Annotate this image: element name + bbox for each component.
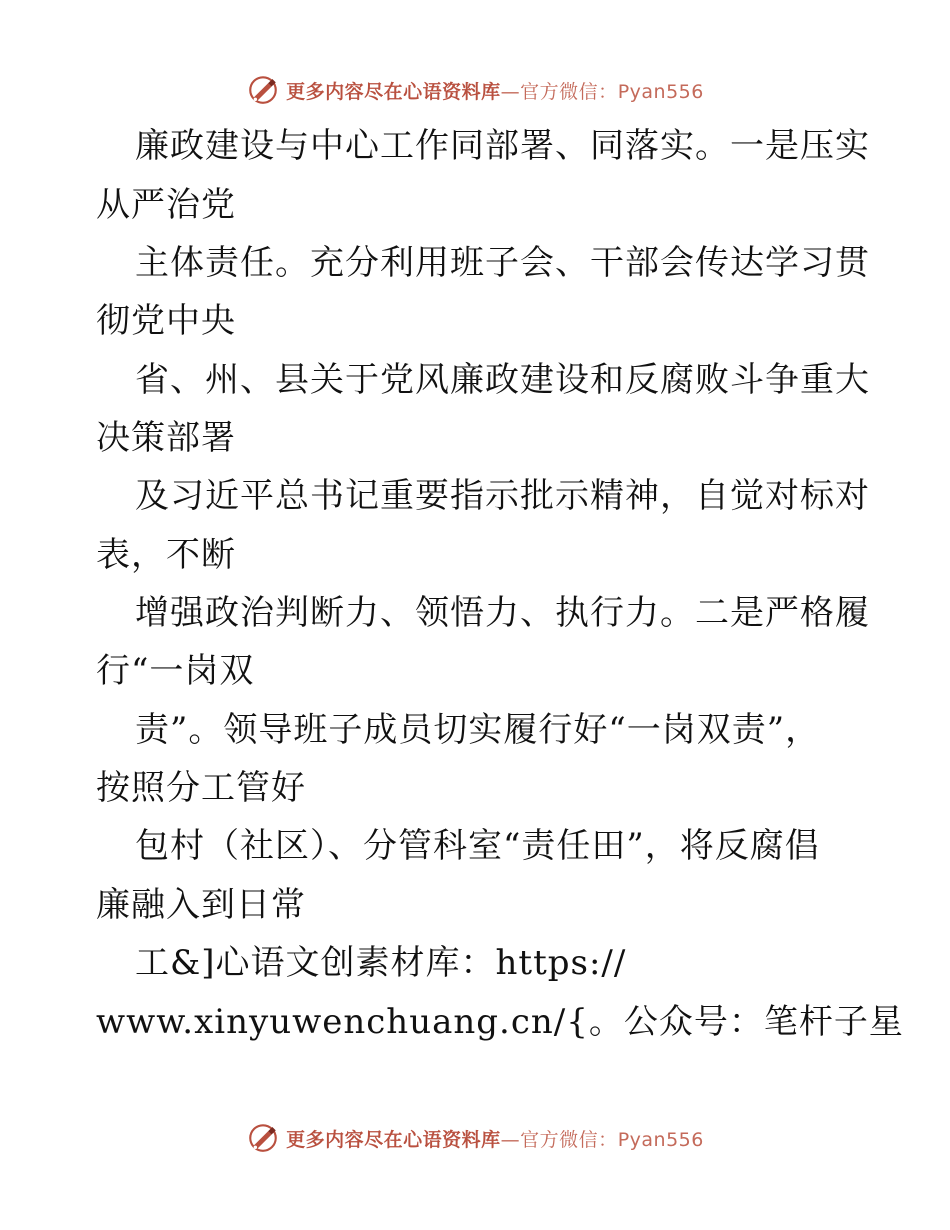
body-line: 包村（社区）、分管科室“责任田”，将反腐倡 xyxy=(135,826,820,866)
banner-main-text: 更多内容尽在心语资料库 xyxy=(286,1128,501,1151)
body-line: 廉融入到日常 xyxy=(96,885,306,925)
banner-separator: — xyxy=(500,80,521,103)
body-line: 工&]心语文创素材库：https:// xyxy=(135,943,627,983)
body-line: 廉政建设与中心工作同部署、同落实。一是压实 xyxy=(135,126,870,166)
body-line: 及习近平总书记重要指示批示精神，自觉对标对 xyxy=(135,476,870,516)
banner-wechat-id: Pyan556 xyxy=(617,1128,704,1151)
pen-logo-icon xyxy=(246,1121,280,1155)
body-line: 责”。领导班子成员切实履行好“一岗双责”， xyxy=(135,710,821,750)
body-line: 按照分工管好 xyxy=(96,768,306,808)
banner-main-text: 更多内容尽在心语资料库 xyxy=(286,80,501,103)
banner-official-label: 官方微信： xyxy=(520,1128,618,1151)
banner-separator: — xyxy=(500,1128,521,1151)
header-banner xyxy=(0,70,950,110)
body-line: 行“一岗双 xyxy=(96,651,255,691)
footer-banner xyxy=(0,1118,950,1158)
body-line: 省、州、县关于党风廉政建设和反腐败斗争重大 xyxy=(135,360,870,400)
body-line: 主体责任。充分利用班子会、干部会传达学习贯 xyxy=(135,243,870,283)
body-line: www.xinyuwenchuang.cn/{。公众号：笔杆子星 xyxy=(96,1002,904,1042)
body-line: 彻党中央 xyxy=(96,301,236,341)
body-line: 表，不断 xyxy=(96,535,236,575)
pen-logo-icon xyxy=(246,73,280,107)
banner-wechat-id: Pyan556 xyxy=(617,80,704,103)
banner-official-label: 官方微信： xyxy=(520,80,618,103)
body-line: 增强政治判断力、领悟力、执行力。二是严格履 xyxy=(135,593,870,633)
body-line: 决策部署 xyxy=(96,418,236,458)
body-line: 从严治党 xyxy=(96,185,236,225)
